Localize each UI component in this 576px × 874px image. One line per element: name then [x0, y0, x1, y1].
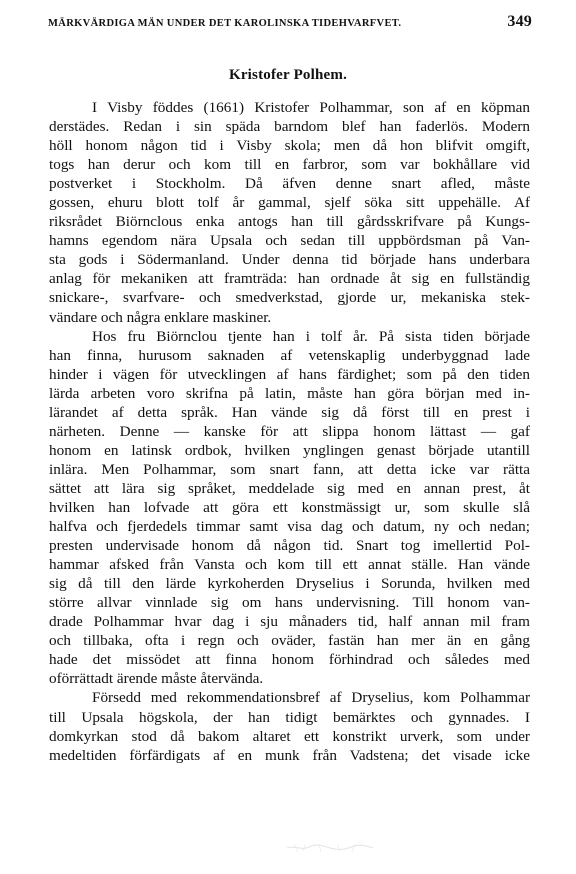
text-line: Hos fru Biörnclou tjente han i tolf år. På sista tiden började — [92, 327, 530, 345]
text-line: hvilken han lofvade att göra ett konstmässigt ur, som skulle slå — [49, 498, 530, 516]
text-line: sättet att lära sig språket, meddelade sig med en annan prest, åt — [49, 479, 530, 497]
text-line: större allvar vinnlade sig om hans undervisning. Till honom van- — [49, 594, 530, 612]
text-line: hamns egendom nära Upsala och sedan till uppbördsman på Van- — [49, 232, 530, 250]
running-header — [48, 13, 532, 35]
body-text — [49, 98, 530, 765]
text-line: oförrättadt ärende måste återvända. — [49, 670, 264, 688]
text-line: medeltiden förfärdigats af en munk från Vadstena; det visade icke — [49, 746, 530, 764]
text-line: derstädes. Redan i sin späda barndom blef han faderlös. Modern — [49, 118, 530, 136]
text-line: sig då till den lärde kyrkoherden Dryselius i Sorunda, hvilken med — [49, 575, 530, 593]
text-line: hammar afsked från Vansta och kom till ett annat ställe. Han vände — [49, 556, 530, 574]
text-line: halfva och fjerdedels timmar samt visa dag och datum, ny och nedan; — [49, 518, 530, 536]
text-line: presten undervisade honom då någon tid. Snart tog imellertid Pol- — [49, 537, 530, 555]
text-line: anlag för mekaniken att framträda: han ordnade åt sig en fullständig — [49, 270, 530, 288]
text-line: honom en latinsk ordbok, hvilken ynglingen genast började utantill — [49, 441, 530, 459]
text-line: riksrådet Biörnclous enka antogs han till gårdsskrifvare på Kungs- — [49, 213, 530, 231]
article-title: Kristofer Polhem. — [228, 67, 348, 83]
text-line: postverket i Stockholm. Då äfven denne snart afled, måste — [49, 175, 530, 193]
text-line: höll honom någon tid i Visby skola; men då hon blifvit omgift, — [49, 137, 530, 155]
text-line: gossen, ehuru blott tolf år gammal, sjelf söka sitt uppehälle. Af — [49, 194, 530, 212]
text-line: närheten. Denne — kanske för att slippa honom lättast — gaf — [49, 422, 530, 440]
faint-library-stamp — [285, 840, 375, 854]
text-line: inlära. Men Polhammar, som snart fann, att detta icke var rätta — [49, 460, 530, 478]
text-line: han finna, hurusom saknaden af vetenskaplig underbyggnad lade — [49, 346, 530, 364]
text-line: snickare-, svarfvare- och smedverkstad, gjorde ur, mekaniska stek- — [49, 289, 530, 307]
text-line: togs han derur och kom till en farbror, som var bokhållare vid — [49, 156, 530, 174]
text-line: lärda arbeten voro skrifna på latin, måste han göra början med in- — [49, 384, 530, 402]
text-line: och tillbaka, ofta i regn och oväder, fastän han mer än en gång — [49, 632, 530, 650]
text-line: till Upsala högskola, der han tidigt bemärktes och gynnades. I — [49, 708, 530, 726]
text-line: drade Polhammar hvar dag i sju månaders tid, half annan mil fram — [49, 613, 530, 631]
text-line: Försedd med rekommendationsbref af Dryselius, kom Polhammar — [92, 689, 530, 707]
text-line: sta gods i Södermanland. Under denna tid började hans underbara — [49, 251, 530, 269]
text-line: vändare och några enklare maskiner. — [49, 308, 272, 326]
text-line: I Visby föddes (1661) Kristofer Polhammar, son af en köpman — [92, 99, 530, 116]
text-line: hade det missödet att finna honom förhindrad och således med — [49, 651, 530, 669]
running-title: MÄRKVÄRDIGA MÄN UNDER DET KAROLINSKA TIDEHVARFVET. — [48, 18, 402, 29]
page-number: 349 — [507, 13, 532, 30]
text-line: hinder i vägen för utvecklingen af hans färdighet; som på den tiden — [49, 365, 530, 383]
text-line: lärandet af detta språk. Han vände sig då först till en prest i — [49, 403, 530, 421]
text-line: domkyrkan stod då bakom altaret ett konstrikt urverk, som under — [49, 727, 530, 745]
